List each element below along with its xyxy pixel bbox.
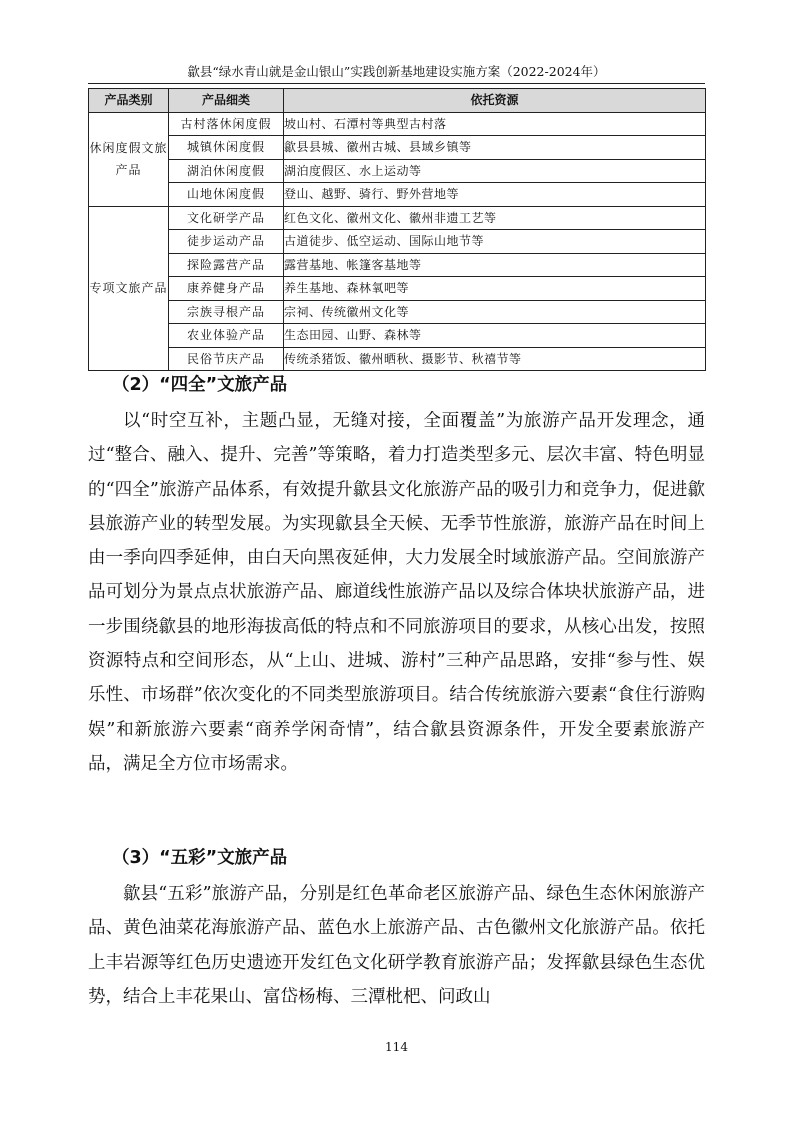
category-cell: 专项文旅产品: [89, 206, 169, 371]
detail-cell: 民俗节庆产品: [169, 347, 284, 371]
column-header-resource: 依托资源: [284, 89, 706, 113]
detail-cell: 古村落休闲度假: [169, 112, 284, 136]
section-heading-five-colors: （3）“五彩”文旅产品: [112, 848, 288, 868]
detail-cell: 徒步运动产品: [169, 230, 284, 254]
resource-cell: 登山、越野、骑行、野外营地等: [284, 183, 706, 207]
detail-cell: 探险露营产品: [169, 253, 284, 277]
running-header: 歙县“绿水青山就是金山银山”实践创新基地建设实施方案（2022-2024年）: [88, 63, 705, 84]
resource-cell: 生态田园、山野、森林等: [284, 324, 706, 348]
table-row: [89, 183, 706, 207]
detail-cell: 城镇休闲度假: [169, 136, 284, 160]
detail-cell: 农业体验产品: [169, 324, 284, 348]
section-heading-four-all: （2）“四全”文旅产品: [112, 375, 288, 395]
resource-cell: 坡山村、石潭村等典型古村落: [284, 112, 706, 136]
paragraph-five-colors: 歙县“五彩”旅游产品，分别是红色革命老区旅游产品、绿色生态休闲旅游产品、黄色油菜花海旅游产品、蓝色水上旅游产品、古色徽州文化旅游产品。依托上丰岩源等红色历史遗迹开发红色文化研学教育旅游产品；发挥歙县绿色生态优势，结合上丰花果山、富岱杨梅、三潭枇杷、问政山: [88, 884, 705, 1007]
table-row: [89, 230, 706, 254]
table-row: [89, 347, 706, 371]
column-header-detail: 产品细类: [169, 89, 284, 113]
table-row: [89, 277, 706, 301]
resource-cell: 红色文化、徽州文化、徽州非遗工艺等: [284, 206, 706, 230]
resource-cell: 宗祠、传统徽州文化等: [284, 300, 706, 324]
table-row: [89, 206, 706, 230]
resource-cell: 露营基地、帐篷客基地等: [284, 253, 706, 277]
detail-cell: 山地休闲度假: [169, 183, 284, 207]
resource-cell: 湖泊度假区、水上运动等: [284, 159, 706, 183]
detail-cell: 湖泊休闲度假: [169, 159, 284, 183]
detail-cell: 康养健身产品: [169, 277, 284, 301]
resource-cell: 歙县县城、徽州古城、县域乡镇等: [284, 136, 706, 160]
paragraph-four-all: 以“时空互补，主题凸显，无缝对接，全面覆盖”为旅游产品开发理念，通过“整合、融入、提升、完善”等策略，着力打造类型多元、层次丰富、特色明显的“四全”旅游产品体系，有效提升歙县文化旅游产品的吸引力和竞争力，促进歙县旅游产业的转型发展。为实现歙县全天候、无季节性旅游，旅游产品在时间上由一季向四季延伸，由白天向黑夜延伸，大力发展全时域旅游产品。空间旅游产品可划分为景点点状旅游产品、廊道线性旅游产品以及综合体块状旅游产品，进一步围绕歙县的地形海拔高低的特点和不同旅游项目的要求，从核心出发，按照资源特点和空间形态，从“上山、进城、游村”三种产品思路，安排“参与性、娱乐性、市场群”依次变化的不同类型旅游项目。结合传统旅游六要素“食住行游购娱”和新旅游六要素“商养学闲奇情”，结合歙县资源条件，开发全要素旅游产品，满足全方位市场需求。: [88, 411, 705, 774]
table-row: [89, 253, 706, 277]
table-header-row: [89, 89, 706, 113]
resource-cell: 传统杀猪饭、徽州晒秋、摄影节、秋禧节等: [284, 347, 706, 371]
table-row: [89, 112, 706, 136]
table-row: [89, 136, 706, 160]
column-header-category: 产品类别: [89, 89, 169, 113]
page-number: 114: [385, 1040, 408, 1054]
table-row: [89, 159, 706, 183]
detail-cell: 宗族寻根产品: [169, 300, 284, 324]
resource-cell: 古道徒步、低空运动、国际山地节等: [284, 230, 706, 254]
resource-cell: 养生基地、森林氧吧等: [284, 277, 706, 301]
product-table: [88, 88, 706, 371]
table-row: [89, 324, 706, 348]
table-row: [89, 300, 706, 324]
detail-cell: 文化研学产品: [169, 206, 284, 230]
category-cell: 休闲度假文旅产品: [89, 112, 169, 206]
